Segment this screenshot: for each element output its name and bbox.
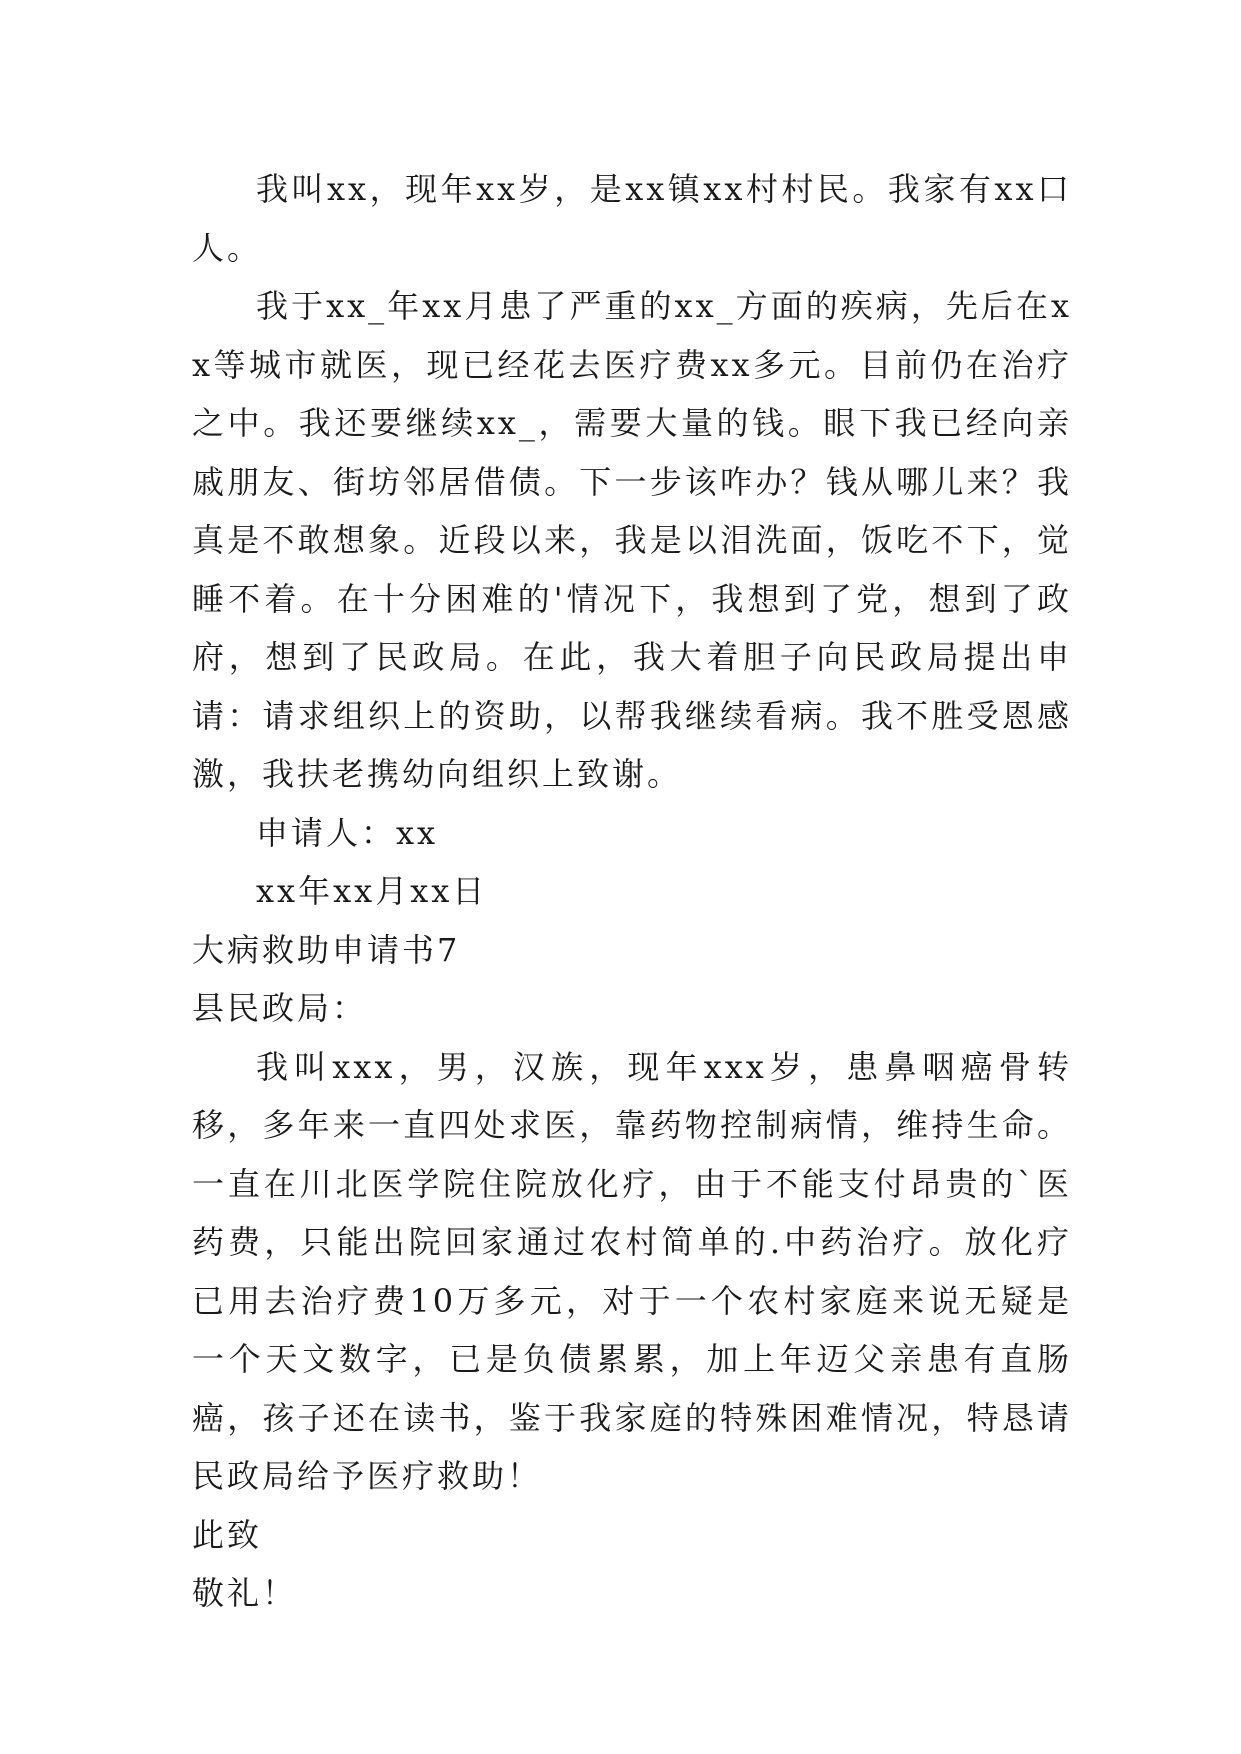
closing-salutation: 此致: [192, 1515, 263, 1554]
document-body: [192, 160, 1072, 1623]
second-letter-title: 大病救助申请书7: [192, 930, 461, 969]
second-body-paragraph: 我叫xxx，男，汉族，现年xxx岁，患鼻咽癌骨转移，多年来一直四处求医，靠药物控制病情，维持生命。一直在川北医学院住院放化疗，由于不能支付昂贵的`医药费，只能出院回家通过农村简单的.中药治疗。放化疗已用去治疗费10万多元，对于一个农村家庭来说无疑是一个天文数字，已是负债累累，加上年迈父亲患有直肠癌，孩子还在读书，鉴于我家庭的特殊困难情况，特恳请民政局给予医疗救助！: [192, 1047, 1072, 1495]
applicant-line: 申请人：xx: [256, 813, 439, 852]
illness-paragraph: 我于xx_年xx月患了严重的xx_方面的疾病，先后在xx等城市就医，现已经花去医疗费xx多元。目前仍在治疗之中。我还要继续xx_，需要大量的钱。眼下我已经向亲戚朋友、街坊邻居借债。下一步该咋办？钱从哪儿来？我真是不敢想象。近段以来，我是以泪洗面，饭吃不下，觉睡不着。在十分困难的'情况下，我想到了党，想到了政府，想到了民政局。在此，我大着胆子向民政局提出申请：请求组织上的资助，以帮我继续看病。我不胜受恩感激，我扶老携幼向组织上致谢。: [192, 287, 1072, 793]
closing-regards: 敬礼！: [192, 1574, 298, 1612]
intro-paragraph: 我叫xx，现年xx岁，是xx镇xx村村民。我家有xx口人。: [192, 170, 1072, 267]
addressee: 县民政局：: [192, 989, 368, 1027]
date-line: xx年xx月xx日: [256, 872, 488, 910]
